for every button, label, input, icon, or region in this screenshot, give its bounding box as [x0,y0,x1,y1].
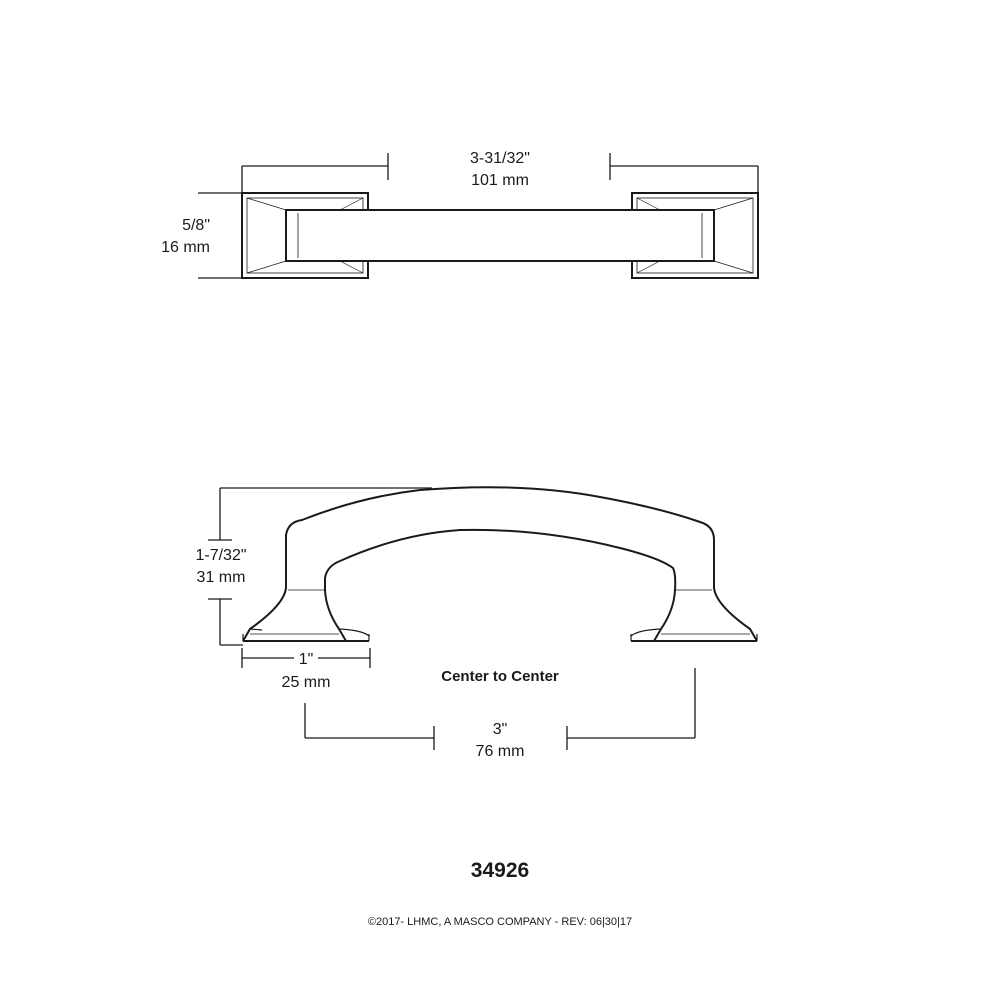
overall-length-mm: 101 mm [471,172,529,189]
copyright-note: ©2017- LHMC, A MASCO COMPANY - REV: 06|30|17 [367,916,633,928]
foot-mm: 25 mm [281,674,331,691]
center-mm: 76 mm [475,743,525,760]
overall-length-in: 3-31/32" [470,150,530,167]
top-view-handle [242,193,758,278]
side-view-dimensions [208,488,695,750]
foot-in: 1" [298,651,314,668]
center-to-center-label: Center to Center [441,668,559,685]
height-mm: 31 mm [196,569,246,586]
height-in: 1-7/32" [195,547,247,564]
width-in: 5/8" [182,217,210,234]
part-number: 34926 [470,859,530,882]
center-in: 3" [492,721,508,738]
width-mm: 16 mm [161,239,210,256]
side-view-handle [243,487,757,641]
